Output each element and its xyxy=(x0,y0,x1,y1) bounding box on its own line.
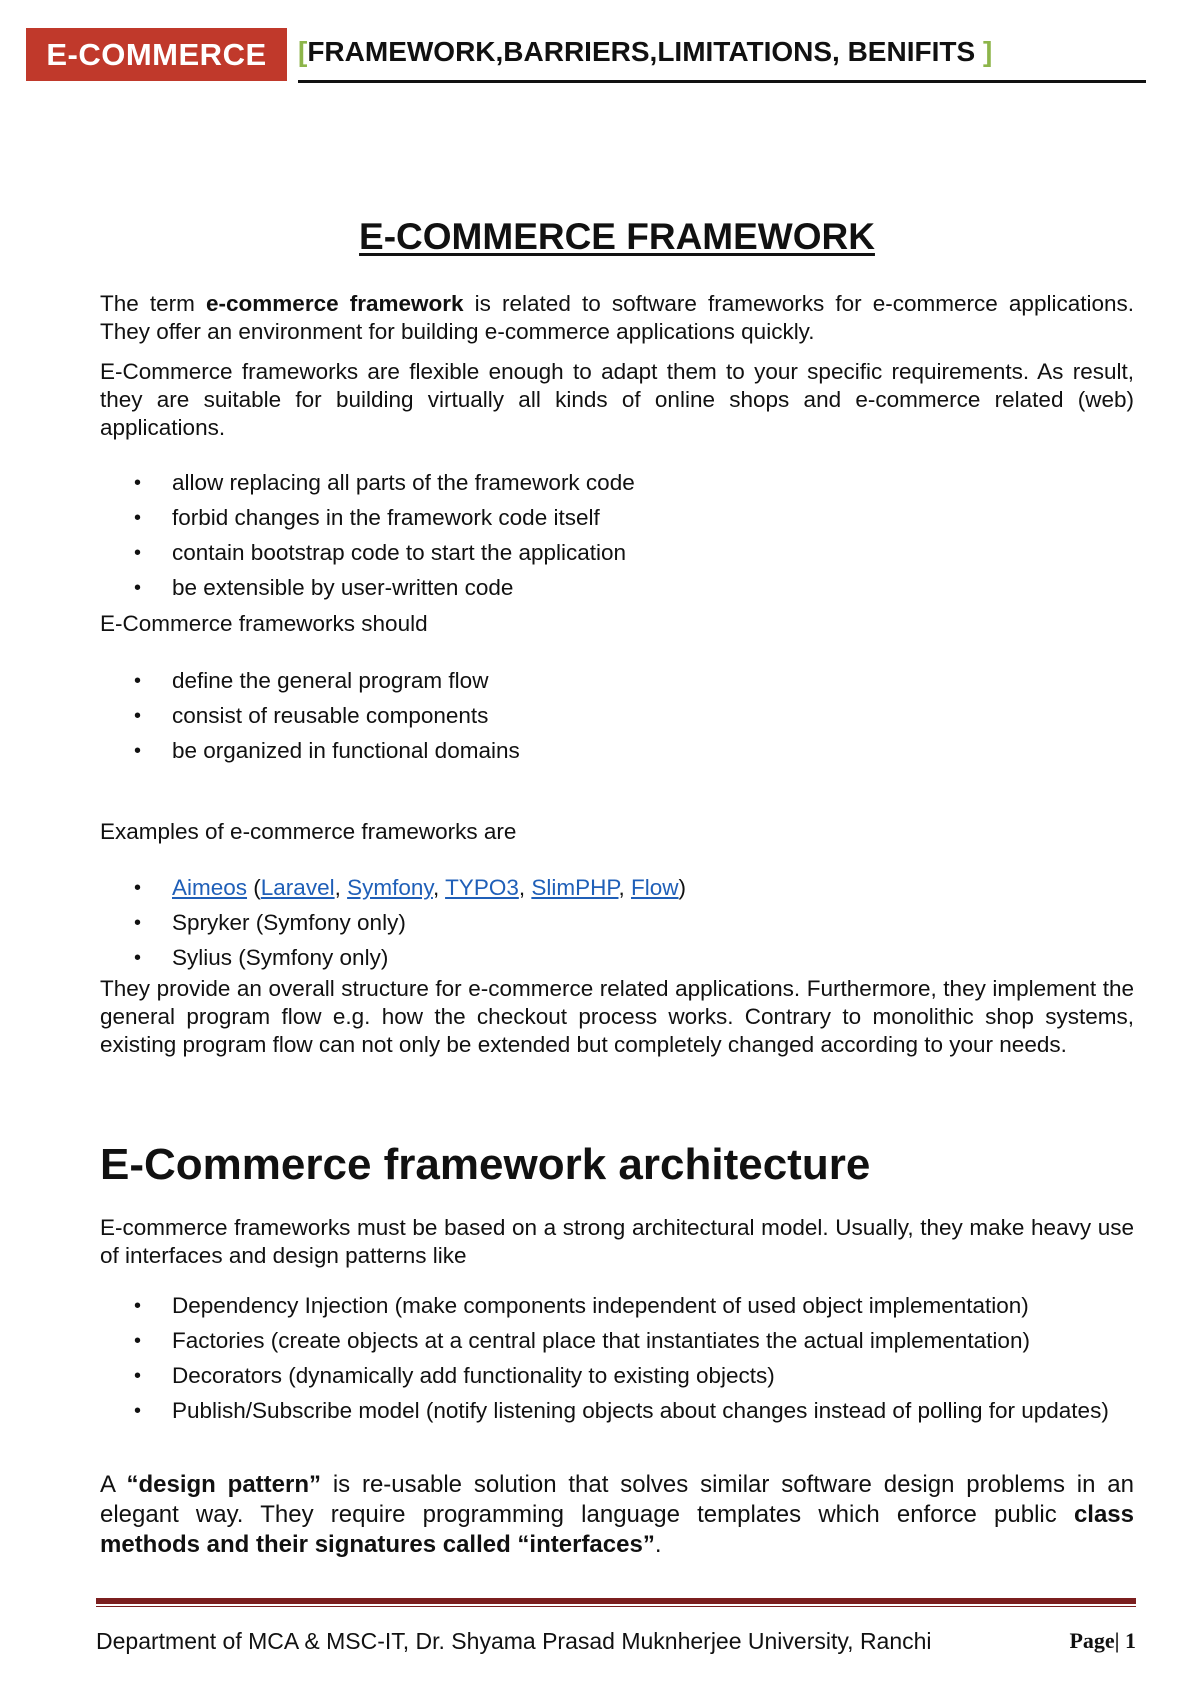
page-header xyxy=(26,28,1146,84)
list-item: • consist of reusable components xyxy=(100,702,1134,730)
architecture-intro: E-commerce frameworks must be based on a strong architectural model. Usually, they make heavy use of interfaces and design patterns like xyxy=(100,1215,1134,1268)
list-item: • Factories (create objects at a central place that instantiates the actual implementation) xyxy=(100,1327,1134,1355)
should-label: E-Commerce frameworks should xyxy=(100,611,428,636)
flexibility-paragraph: E-Commerce frameworks are flexible enough to adapt them to your specific requirements. As result, they are suitable for building virtually all kinds of online shops and e-commerce related (web) applications. xyxy=(100,359,1134,440)
bracket-close: ] xyxy=(982,36,993,67)
intro-paragraph xyxy=(100,290,1134,346)
header-brand: E-COMMERCE xyxy=(26,28,287,81)
structure-paragraph: They provide an overall structure for e-commerce related applications. Furthermore, they implement the general program flow e.g. how the checkout process works. Contrary to monolithic shop systems, existing program flow can not only be extended but completely changed according to your needs. xyxy=(100,976,1134,1057)
laravel-link[interactable]: Laravel xyxy=(260,875,335,900)
page-number: Page| 1 xyxy=(1069,1628,1136,1653)
typo3-link[interactable]: TYPO3 xyxy=(445,875,519,900)
list-item: • Decorators (dynamically add functionality to existing objects) xyxy=(100,1362,1134,1390)
examples-label: Examples of e-commerce frameworks are xyxy=(100,819,517,844)
list-item: • Spryker (Symfony only) xyxy=(100,909,1134,937)
list-item: • Dependency Injection (make components independent of used object implementation) xyxy=(100,1292,1134,1320)
footer-rule-thin xyxy=(96,1606,1136,1607)
note-text: is re-usable solution that solves similar software design problems in an elegant way. They require programming language templates which enforce public xyxy=(100,1471,1134,1528)
bracket-open: [ xyxy=(298,36,308,67)
design-patterns-list xyxy=(100,1292,1134,1432)
note-bold-term: “design pattern” xyxy=(126,1471,321,1498)
design-pattern-note xyxy=(100,1470,1134,1560)
document-title: E-COMMERCE FRAMEWORK xyxy=(359,216,875,257)
list-item: • be organized in functional domains xyxy=(100,737,1134,765)
list-item: • allow replacing all parts of the framework code xyxy=(100,469,1134,497)
header-title-text: FRAMEWORK,BARRIERS,LIMITATIONS, BENIFITS xyxy=(307,36,983,67)
aimeos-link[interactable]: Aimeos xyxy=(172,875,248,900)
note-text: A xyxy=(100,1471,127,1498)
page-footer xyxy=(96,1598,1136,1668)
header-title xyxy=(298,36,992,68)
header-rule xyxy=(298,80,1146,83)
list-item-aimeos: • Aimeos (Laravel, Symfony, TYPO3, SlimPHP, Flow) xyxy=(100,874,1134,902)
intro-bold-term: e-commerce framework xyxy=(206,291,464,316)
list-item: • contain bootstrap code to start the application xyxy=(100,539,1134,567)
intro-rest: is related to software frameworks for e-commerce applications. They offer an environment for building e-commerce applications quickly. xyxy=(100,291,1135,344)
note-bold-term: class methods and their signatures called “interfaces” xyxy=(100,1501,1134,1558)
list-item: • be extensible by user-written code xyxy=(100,574,1134,602)
list-item: • Publish/Subscribe model (notify listening objects about changes instead of polling for updates) xyxy=(100,1397,1134,1425)
framework-traits-list xyxy=(100,469,1134,609)
intro-lead: The term xyxy=(100,291,207,316)
examples-list xyxy=(100,874,1134,979)
footer-rule xyxy=(96,1598,1136,1604)
slimphp-link[interactable]: SlimPHP xyxy=(531,875,619,900)
flow-link[interactable]: Flow xyxy=(631,875,679,900)
architecture-heading: E-Commerce framework architecture xyxy=(100,1140,871,1189)
footer-department: Department of MCA & MSC-IT, Dr. Shyama Prasad Muknherjee University, Ranchi xyxy=(96,1628,932,1654)
framework-should-list xyxy=(100,667,1134,772)
list-item: • Sylius (Symfony only) xyxy=(100,944,1134,972)
symfony-link[interactable]: Symfony xyxy=(347,875,433,900)
note-text: . xyxy=(654,1531,662,1558)
list-item: • define the general program flow xyxy=(100,667,1134,695)
list-item: • forbid changes in the framework code itself xyxy=(100,504,1134,532)
